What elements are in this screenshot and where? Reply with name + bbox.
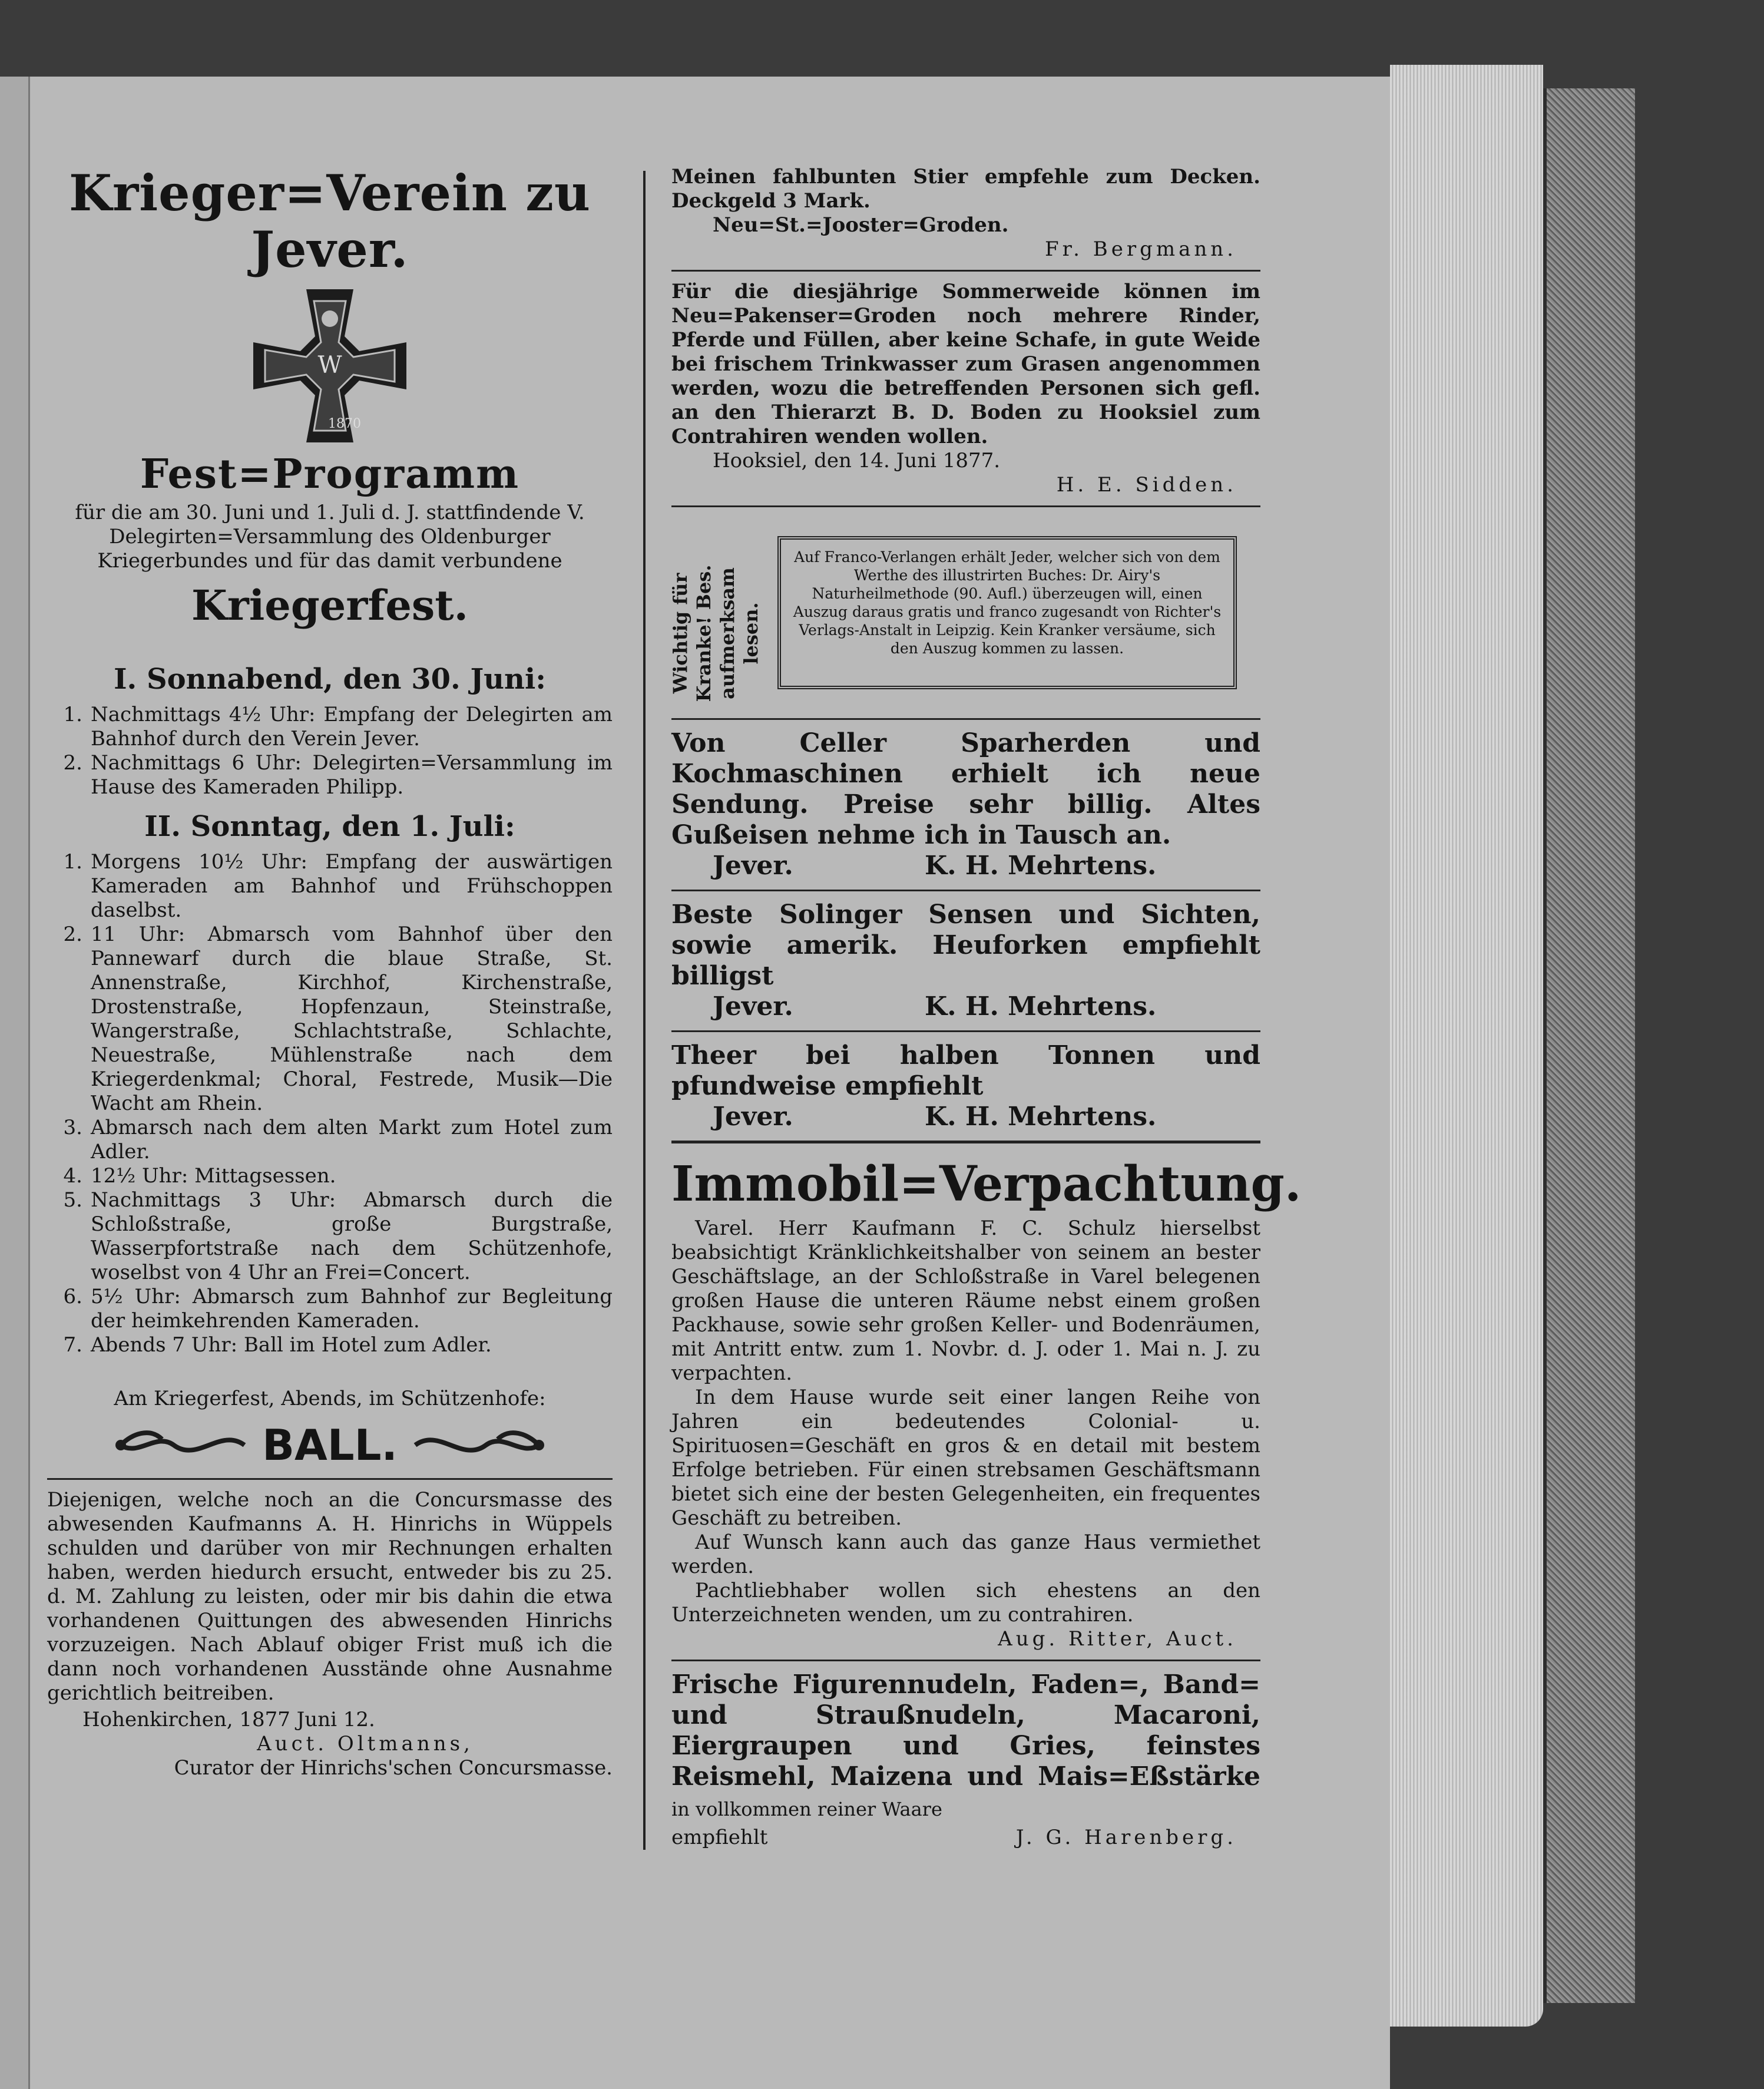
list-item: 1. Morgens 10½ Uhr: Empfang der auswärtigen Kameraden am Bahnhof und Frühschoppen daselbst.: [63, 850, 613, 922]
weide-text: Für die diesjährige Sommerweide können im Neu=Pakenser=Groden noch mehrere Rinder, Pferde und Füllen, aber keine Schafe, in gute Weide bei frischem Trinkwasser zum Grasen angenommen werden, wozu die betreffenden Personen sich gefl. an den Thierarzt B. D. Boden zu Hooksiel zum Contrahiren wenden wollen.: [671, 280, 1260, 448]
theer-sig: K. H. Mehrtens.: [925, 1102, 1157, 1132]
divider-rule: [671, 1030, 1260, 1032]
list-item: 4. 12½ Uhr: Mittagsessen.: [63, 1164, 336, 1188]
book-cover: [1543, 88, 1635, 2003]
cross-letter: W: [317, 352, 342, 379]
left-column: [47, 165, 613, 1780]
day1-list: [47, 703, 613, 799]
right-column: [669, 165, 1302, 1850]
stier-place: Neu=St.=Jooster=Groden.: [713, 213, 1009, 237]
nudeln-footer: [671, 1824, 1260, 1850]
immobil-p3: Auf Wunsch kann auch das ganze Haus vermiethet werden.: [671, 1531, 1260, 1578]
sensen-place: Jever.: [713, 991, 793, 1022]
theer-text: Theer bei halben Tonnen und pfundweise empfiehlt: [671, 1040, 1260, 1101]
sensen-text: Beste Solinger Sensen und Sichten, sowie amerik. Heuforken empfiehlt billigst: [671, 900, 1260, 991]
side-text: Wichtig für Kranke! Bes. aufmerksam lesen.: [669, 564, 762, 702]
stier-text: Meinen fahlbunten Stier empfehle zum Decken. Deckgeld 3 Mark.: [671, 165, 1260, 213]
celler-sig: K. H. Mehrtens.: [925, 851, 1157, 881]
celler-place: Jever.: [713, 851, 793, 881]
concurs-sig2: Curator der Hinrichs'schen Concursmasse.: [174, 1756, 613, 1780]
program-title: Fest=Programm: [140, 451, 520, 498]
list-item: 2. Nachmittags 6 Uhr: Delegirten=Versammlung im Hause des Kameraden Philipp.: [63, 751, 613, 799]
celler-footer: [671, 851, 1260, 881]
sensen-footer: [671, 991, 1260, 1022]
theer-place: Jever.: [713, 1102, 793, 1132]
nudeln-text: [671, 1670, 1260, 1824]
left-page-edge: [0, 77, 30, 2089]
krieger-verein-title: Krieger=Verein zu Jever.: [68, 164, 591, 279]
nudeln-sig: J. G. Harenberg.: [1015, 1826, 1237, 1849]
day1-title: I. Sonnabend, den 30. Juni:: [114, 663, 546, 696]
immobil-p2: In dem Hause wurde seit einer langen Reihe von Jahren ein bedeutendes Colonial- u. Spirituosen=Geschäft en gros & en detail mit bestem Erfolge betrieben. Für einen strebsamen Geschäftsmann bietet sich eine der besten Gelegenheiten, ein frequentes Geschäft zu betreiben.: [671, 1386, 1260, 1530]
ornament-left-icon: [109, 1422, 250, 1469]
ball-intro: Am Kriegerfest, Abends, im Schützenhofe:: [114, 1387, 546, 1410]
list-item: 2. 11 Uhr: Abmarsch vom Bahnhof über den Pannewarf durch die blaue Straße, St. Annenstraße, Kirchhof, Kirchenstraße, Drostenstraße, Hopfenzaun, Steinstraße, Wangerstraße, Schlachtstraße, Schlachte, Neuestraße, Mühlenstraße nach dem Kriegerdenkmal; Choral, Festrede, Musik—Die Wacht am Rhein.: [63, 923, 613, 1115]
immobil-title: Immobil=Verpachtung.: [671, 1156, 1302, 1212]
weide-place: Hooksiel, den 14. Juni 1877.: [713, 449, 1001, 472]
theer-footer: [671, 1102, 1260, 1132]
weide-sig: H. E. Sidden.: [1056, 473, 1237, 497]
sensen-sig: K. H. Mehrtens.: [925, 991, 1157, 1022]
stier-sig: Fr. Bergmann.: [1045, 237, 1237, 261]
concurs-place: Hohenkirchen, 1877 Juni 12.: [82, 1708, 375, 1731]
divider-rule: [47, 1478, 613, 1480]
concurs-text: Diejenigen, welche noch an die Concursmasse des abwesenden Kaufmanns A. H. Hinrichs in Wüppels schulden und darüber von mir Rechnungen erhalten haben, werden hiedurch ersucht, entweder bis zu 25. d. M. Zahlung zu leisten, oder mir bis dahin die etwa vorhandenen Quittungen des abwesenden Hinrichs vorzuzeigen. Nach Ablauf obiger Frist muß ich die dann noch vorhandenen Ausstände ohne Ausnahme gerichtlich beitreiben.: [47, 1488, 613, 1705]
column-divider: [643, 171, 646, 1850]
list-item: 5. Nachmittags 3 Uhr: Abmarsch durch die Schloßstraße, große Burgstraße, Wasserpfortstraße nach dem Schützenhofe, woselbst von 4 Uhr an Frei=Concert.: [63, 1188, 613, 1284]
cross-year: 1870: [328, 417, 361, 431]
celler-text: Von Celler Sparherden und Kochmaschinen erhielt ich neue Sendung. Preise sehr billig. Altes Gußeisen nehme ich in Tausch an.: [671, 728, 1260, 850]
franco-side: [671, 515, 760, 710]
ball-banner: [47, 1420, 613, 1470]
immobil-sig: Aug. Ritter, Auct.: [998, 1627, 1237, 1651]
divider-rule: [671, 505, 1260, 507]
nudeln-main: Frische Figurennudeln, Faden=, Band= und Straußnudeln, Macaroni, Eiergraupen und Gries, feinstes Reismehl, Maizena und Mais=Eßstärke: [671, 1670, 1260, 1791]
ball-title: BALL.: [262, 1420, 398, 1470]
day2-list: [47, 850, 613, 1357]
list-item: 3. Abmarsch nach dem alten Markt zum Hotel zum Adler.: [63, 1116, 613, 1164]
franco-box: Auf Franco-Verlangen erhält Jeder, welcher sich von dem Werthe des illustrirten Buches: Dr. Airy's Naturheilmethode (90. Aufl.) überzeugen will, einen Auszug daraus gratis und franco zugesandt von Richter's Verlags-Anstalt in Leipzig. Kein Kranker versäume, sich den Auszug kommen zu lassen.: [777, 536, 1237, 689]
immobil-p1: Varel. Herr Kaufmann F. C. Schulz hierselbst beabsichtigt Kränklichkeitshalber von seinem an bester Geschäftslage, an der Schloßstraße in Varel belegenen großen Hause die unteren Räume nebst einem großen Packhause, sowie sehr großen Keller- und Bodenräumen, mit Antritt entw. zum 1. Novbr. d. J. oder 1. Mai n. J. zu verpachten.: [671, 1217, 1260, 1385]
divider-rule: [671, 270, 1260, 272]
list-item: 6. 5½ Uhr: Abmarsch zum Bahnhof zur Begleitung der heimkehrenden Kameraden.: [63, 1285, 613, 1333]
list-item: 7. Abends 7 Uhr: Ball im Hotel zum Adler.: [63, 1333, 492, 1357]
divider-rule: [671, 1660, 1260, 1661]
concurs-sig1: Auct. Oltmanns,: [257, 1732, 474, 1756]
franco-ad: [671, 515, 1260, 710]
list-item: 1. Nachmittags 4½ Uhr: Empfang der Delegirten am Bahnhof durch den Verein Jever.: [63, 703, 613, 751]
divider-rule: [671, 1141, 1260, 1143]
day2-title: II. Sonntag, den 1. Juli:: [144, 810, 515, 843]
program-intro: für die am 30. Juni und 1. Juli d. J. stattfindende V. Delegirten=Versammlung des Oldenburger Kriegerbundes und für das damit verbundene: [75, 501, 585, 573]
nudeln-end: empfiehlt: [671, 1826, 768, 1849]
divider-rule: [671, 890, 1260, 891]
fest-title: Kriegerfest.: [191, 581, 468, 630]
iron-cross-icon: [47, 286, 613, 445]
nudeln-tail: in vollkommen reiner Waare: [671, 1798, 942, 1820]
page-stack: [1390, 65, 1543, 2027]
ornament-right-icon: [409, 1422, 551, 1469]
immobil-p4: Pachtliebhaber wollen sich ehestens an den Unterzeichneten wenden, um zu contrahiren.: [671, 1579, 1260, 1627]
